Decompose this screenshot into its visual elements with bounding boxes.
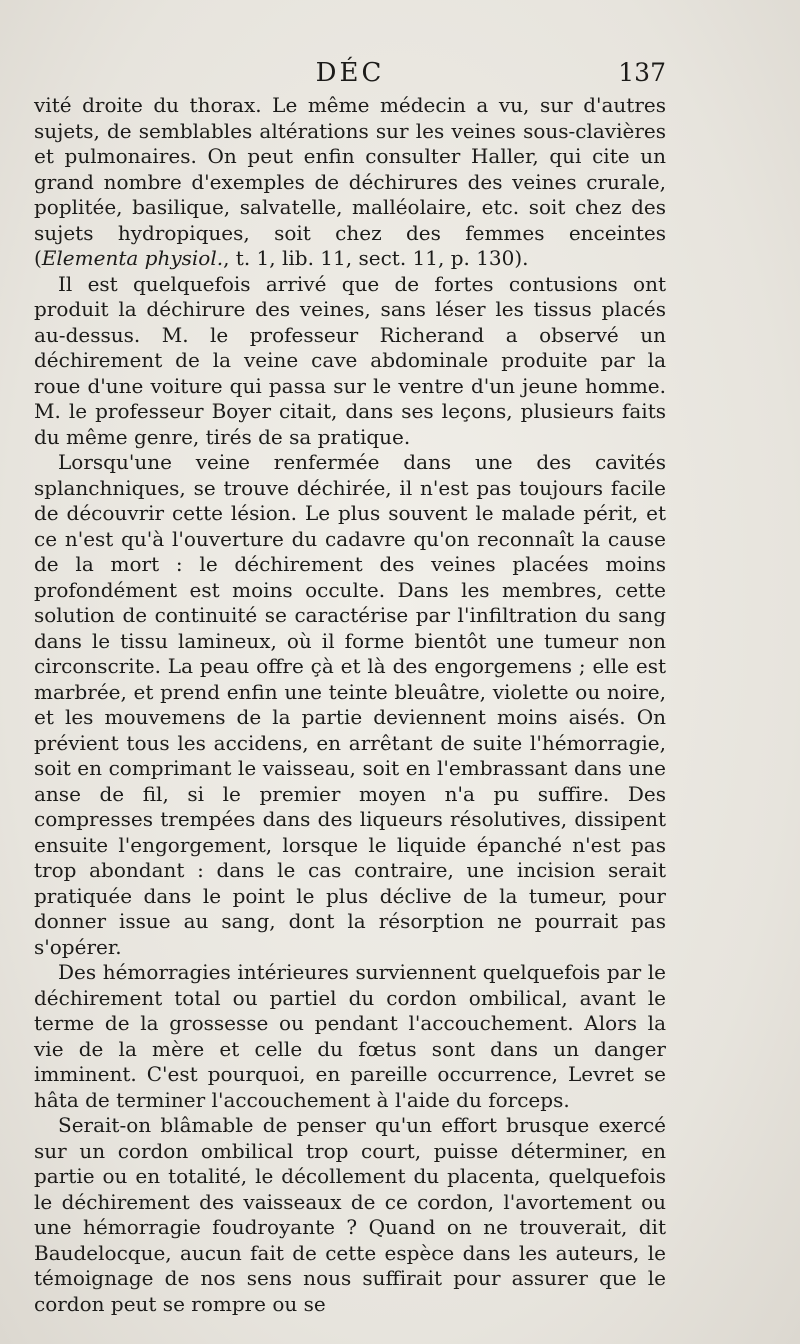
paragraph-4: [34, 960, 666, 1113]
paragraph-5-text: Serait-on blâmable de penser qu'un effort brusque exercé sur un cordon ombilical trop court, puisse déterminer, en partie ou en totalité, le décollement du placenta, quelquefois le déchirement des vaisseaux de ce cordon, l'avortement ou une hémorragie foudroyante ? Quand on ne trouverait, dit Baudelocque, aucun fait de cette espèce dans les auteurs, le témoignage de nos sens nous suffirait pour assurer que le cordon peut se rompre ou se: [34, 1113, 666, 1316]
paragraph-3: [34, 450, 666, 960]
paragraph-2: [34, 272, 666, 451]
paragraph-1: [34, 93, 666, 272]
paragraph-4-text: Des hémorragies intérieures surviennent quelquefois par le déchirement total ou partiel du cordon ombilical, avant le terme de la grossesse ou pendant l'accouchement. Alors la vie de la mère et celle du fœtus sont dans un danger imminent. C'est pourquoi, en pareille occurrence, Levret se hâta de terminer l'accouchement à l'aide du forceps.: [34, 960, 666, 1112]
paragraph-2-text: Il est quelquefois arrivé que de fortes contusions ont produit la déchirure des veines, sans léser les tissus placés au-dessus. M. le professeur Richerand a observé un déchirement de la veine cave abdominale produite par la roue d'une voiture qui passa sur le ventre d'un jeune homme. M. le professeur Boyer citait, dans ses leçons, plusieurs faits du même genre, tirés de sa pratique.: [34, 271, 666, 449]
page-number: 137: [618, 58, 666, 87]
running-head: DÉC: [315, 58, 385, 88]
page-header: [34, 58, 666, 94]
paragraph-5: [34, 1113, 666, 1317]
citation-reference: , t. 1, lib. 11, sect. 11, p. 130).: [223, 246, 529, 270]
paragraph-1-text: vité droite du thorax. Le même médecin a vu, sur d'autres sujets, de semblables altérations sur les veines sous-clavières et pulmonaires. On peut enfin consulter Haller, qui cite un grand nombre d'exemples de déchirures des veines crurale, poplitée, basilique, salvatelle, malléolaire, etc. soit chez des sujets hydropiques, soit chez des femmes enceintes (: [34, 93, 666, 270]
paragraph-3-text: Lorsqu'une veine renfermée dans une des cavités splanchniques, se trouve déchirée, il n'est pas toujours facile de découvrir cette lésion. Le plus souvent le malade périt, et ce n'est qu'à l'ouverture du cadavre qu'on reconnaît la cause de la mort : le déchirement des veines placées moins profondément est moins occulte. Dans les membres, cette solution de continuité se caractérise par l'infiltration du sang dans le tissu lamineux, où il forme bientôt une tumeur non circonscrite. La peau offre çà et là des engorgemens ; elle est marbrée, et prend enfin une teinte bleuâtre, violette ou noire, et les mouvemens de la partie deviennent moins aisés. On prévient tous les accidens, en arrêtant de suite l'hémorragie, soit en comprimant le vaisseau, soit en l'embrassant dans une anse de fil, si le premier moyen n'a pu suffire. Des compresses trempées dans des liqueurs résolutives, dissipent ensuite l'engorgement, lorsque le liquide épanché n'est pas trop abondant : dans le cas contraire, une incision serait pratiquée dans le point le plus déclive de la tumeur, pour donner issue au sang, dont la résorption ne pourrait pas s'opérer.: [34, 450, 666, 959]
body-text: [34, 93, 666, 1317]
citation-title: Elementa physiol.: [41, 246, 224, 270]
